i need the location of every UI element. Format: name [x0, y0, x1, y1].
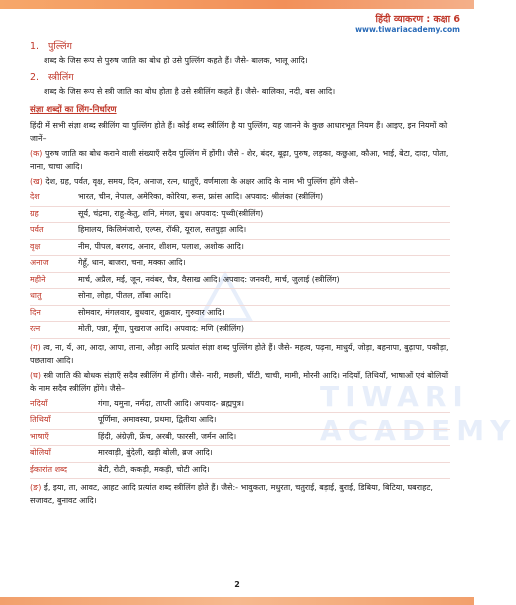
- page-number: 2: [234, 580, 240, 589]
- rule-kha: (ख) देश, ग्रह, पर्वत, वृक्ष, समय, दिन, अनाज, रत्न, धातुएँ, वर्णमाला के अक्षर आदि के नाम भी पुल्लिंग होंगे जैसे–: [30, 177, 359, 186]
- header-url[interactable]: www.tiwariacademy.com: [355, 25, 460, 34]
- table-row: भाषाएँ हिंदी, अंग्रेज़ी, फ्रेंच, अरबी, फारसी, जर्मन आदि।: [30, 430, 450, 447]
- table-row: ग्रह सूर्य, चंद्रमा, राहू-केतु, शनि, मंगल, बुध। अपवाद: पृथ्वी(स्त्रीलिंग): [30, 207, 450, 224]
- rule-ka: (क) पुरुष जाति का बोध कराने वाली संख्याएँ सदैव पुल्लिंग में होंगी। जैसे - शेर, बंदर, बूढ़ा, पुरुष, लड़का, कछुआ, कौआ, भाई, बेटा, दादा, पोता, नाना, चाचा आदि।: [30, 149, 449, 171]
- section-heading-feminine: 2. स्त्रीलिंग: [30, 72, 74, 83]
- header-title: हिंदी व्याकरण : कक्षा 6: [375, 14, 460, 25]
- feminine-table: [30, 397, 450, 480]
- bottom-decorative-bar: [0, 597, 474, 605]
- table-row: रत्न मोती, पन्ना, मूँगा, पुखराज आदि। अपवाद: मणि (स्त्रीलिंग): [30, 322, 450, 339]
- table-row: तिथियाँ पूर्णिमा, अमावस्या, प्रथमा, द्वितीया आदि।: [30, 413, 450, 430]
- page-content: [30, 37, 450, 507]
- table-row: अनाज गेहूँ, धान, बाजरा, चना, मक्का आदि।: [30, 256, 450, 273]
- table-row: धातु सोना, लोहा, पीतल, ताँबा आदि।: [30, 289, 450, 306]
- table-row: बोलियाँ मारवाड़ी, बुंदेली, खड़ी बोली, ब्रज आदि।: [30, 446, 450, 463]
- rule-nga: (ङ) ई, इया, ता, आवट, आहट आदि प्रत्यांत शब्द स्त्रीलिंग होते हैं। जैसे:- भावुकता, मधुरता, चतुराई, बड़ाई, बुराई, डिबिया, बिटिया, घबराहट, सजावट, बुनावट आदि।: [30, 483, 433, 505]
- subheading: संज्ञा शब्दों का लिंग-निर्धारण: [30, 105, 117, 115]
- table-row: पर्वत हिमालय, किलिमंजारो, एल्प्स, रॉकी, यूराल, सतपुड़ा आदि।: [30, 223, 450, 240]
- section-text-masculine: शब्द के जिस रूप से पुरुष जाति का बोध हो उसे पुल्लिंग कहते हैं। जैसे- बालक, भालू आदि।: [44, 56, 308, 65]
- table-row: दिन सोमवार, मंगलवार, बुधवार, शुक्रवार, गुरुवार आदि।: [30, 306, 450, 323]
- rule-ga: (ग) त्व, ना, र्य, आ, आदा, आपा, ताना, औड़ा आदि प्रत्यांत संज्ञा शब्द पुल्लिंग होते हैं। जैसे- महत्व, पढ़ना, माधुर्य, जोड़ा, बहनापा, बुढ़ापा, पकौड़ा, पछतावा आदि।: [30, 342, 449, 365]
- section-heading-masculine: 1. पुल्लिंग: [30, 41, 72, 52]
- watermark: TIWARI ACADEMY: [320, 380, 516, 447]
- table-row: महीने मार्च, अप्रैल, मई, जून, नवंबर, चैत्र, वैसाख आदि। अपवाद: जनवरी, मार्च, जुलाई (स्त्रीलिंग): [30, 273, 450, 290]
- section-text-feminine: शब्द के जिस रूप से स्त्री जाति का बोध होता है उसे स्त्रीलिंग कहते हैं। जैसे- बालिका, नदी, बस आदि।: [44, 87, 336, 96]
- top-decorative-bar: [0, 0, 474, 9]
- masculine-table: [30, 190, 450, 339]
- rule-gha: (घ) स्त्री जाति की बोधक संज्ञाएँ सदैव स्त्रीलिंग में होंगी। जैसे- नारी, मछली, चींटी, चाची, मामी, मोरनी आदि। नदियाँ, तिथियाँ, भाषाओं एवं बोलियों के नाम सदैव स्त्रीलिंग होंगे। जैसे–: [30, 370, 449, 393]
- intro-text: हिंदी में सभी संज्ञा शब्द स्त्रीलिंग या पुल्लिंग होते हैं। कोई शब्द स्त्रीलिंग है या पुल्लिंग, यह जानने के कुछ आधारभूत नियम हैं। आइए, इन नियमों को जानें–: [30, 121, 448, 143]
- table-row: नदियाँ गंगा, यमुना, नर्मदा, ताप्ती आदि। अपवाद- ब्रह्मपुत्र।: [30, 397, 450, 414]
- table-row: ईकारांत शब्द बेटी, रोटी, ककड़ी, मकड़ी, चोटी आदि।: [30, 463, 450, 480]
- table-row: वृक्ष नीम, पीपल, बरगद, अनार, शीशम, पलाश, अशोक आदि।: [30, 240, 450, 257]
- table-row: देश भारत, चीन, नेपाल, अमेरिका, कोरिया, रूस, फ्रांस आदि। अपवाद: श्रीलंका (स्त्रीलिंग): [30, 190, 450, 207]
